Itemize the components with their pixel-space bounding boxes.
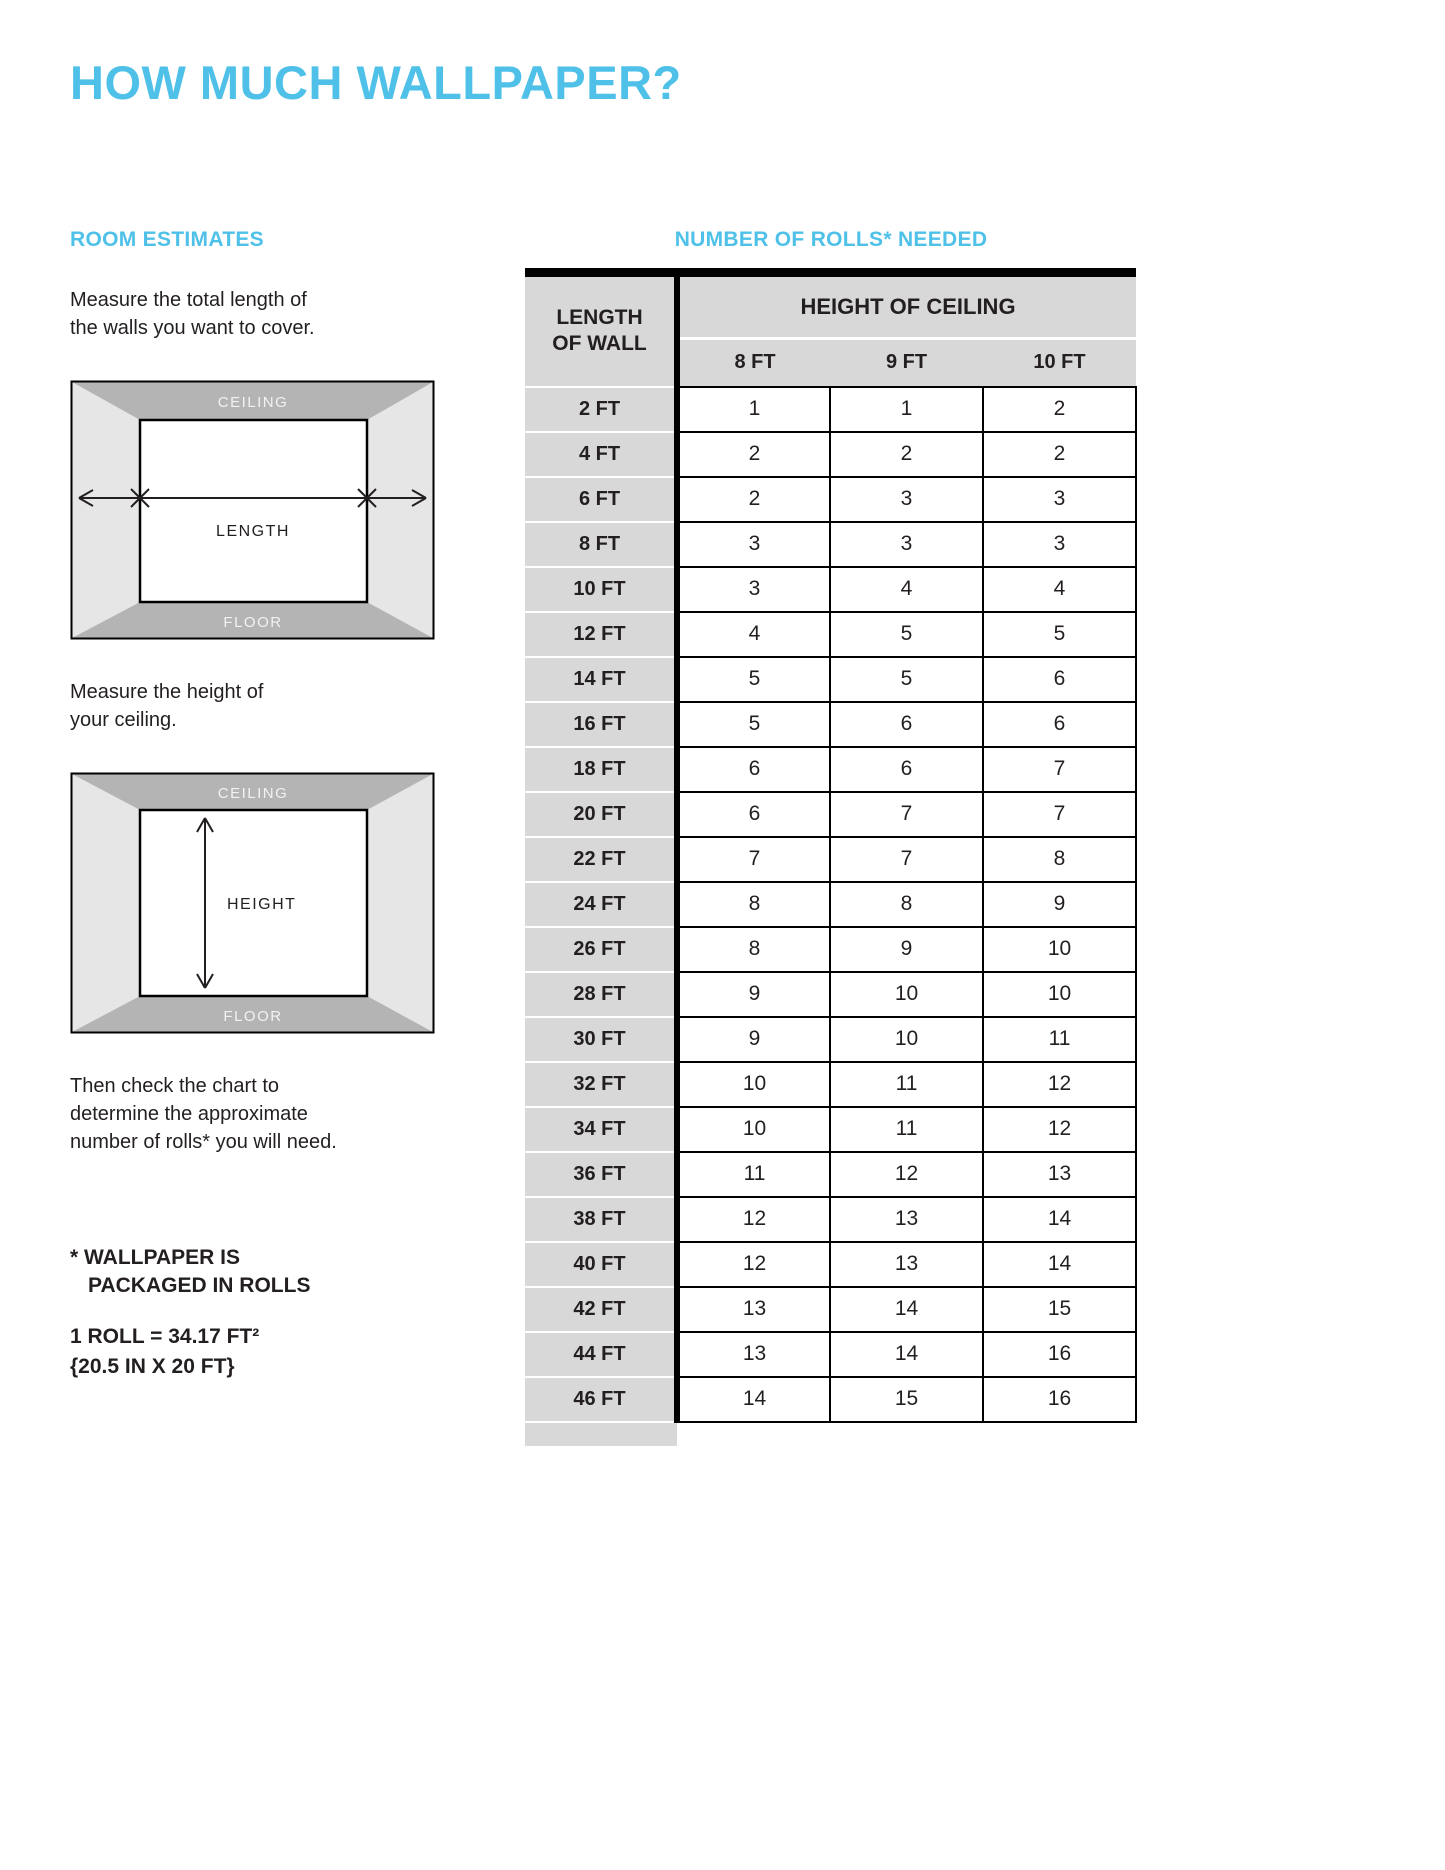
floor-label: FLOOR bbox=[223, 1008, 283, 1025]
rolls-count-cell: 14 bbox=[830, 1332, 983, 1377]
table-row bbox=[525, 567, 1136, 612]
rolls-count-cell: 6 bbox=[830, 747, 983, 792]
table-row bbox=[525, 972, 1136, 1017]
rolls-count-cell: 6 bbox=[677, 792, 830, 837]
rolls-count-cell: 11 bbox=[830, 1062, 983, 1107]
wall-length-cell: 14 FT bbox=[525, 657, 677, 702]
rolls-count-cell: 6 bbox=[983, 657, 1136, 702]
rolls-count-cell: 13 bbox=[677, 1287, 830, 1332]
rolls-count-cell: 5 bbox=[983, 612, 1136, 657]
wall-length-cell: 46 FT bbox=[525, 1377, 677, 1422]
wallpaper-footnote bbox=[70, 1244, 310, 1300]
rolls-count-cell: 5 bbox=[677, 657, 830, 702]
table-row bbox=[525, 432, 1136, 477]
rolls-count-cell: 10 bbox=[677, 1107, 830, 1152]
rolls-count-cell: 8 bbox=[830, 882, 983, 927]
room-estimates-heading: ROOM ESTIMATES bbox=[70, 228, 264, 251]
rolls-count-cell: 6 bbox=[677, 747, 830, 792]
table-row bbox=[525, 927, 1136, 972]
roll-size-info bbox=[70, 1322, 259, 1382]
rolls-count-cell: 2 bbox=[677, 432, 830, 477]
text-line: PACKAGED IN ROLLS bbox=[88, 1274, 311, 1297]
wall-face bbox=[140, 420, 367, 602]
wall-length-cell: 12 FT bbox=[525, 612, 677, 657]
left-wall-shape bbox=[72, 774, 140, 1032]
rolls-count-cell: 9 bbox=[677, 972, 830, 1017]
rolls-needed-heading: NUMBER OF ROLLS* NEEDED bbox=[674, 228, 988, 251]
rolls-count-cell: 3 bbox=[677, 522, 830, 567]
rolls-count-cell: 6 bbox=[830, 702, 983, 747]
right-wall-shape bbox=[367, 382, 433, 638]
right-wall-shape bbox=[367, 774, 433, 1032]
table-row bbox=[525, 882, 1136, 927]
step2-text bbox=[70, 678, 263, 734]
rolls-count-cell: 10 bbox=[983, 927, 1136, 972]
table-row bbox=[525, 477, 1136, 522]
table-row bbox=[525, 747, 1136, 792]
rolls-count-cell: 10 bbox=[677, 1062, 830, 1107]
rolls-table bbox=[525, 268, 1137, 1446]
col-header-10ft: 10 FT bbox=[983, 339, 1136, 387]
ceiling-label: CEILING bbox=[217, 394, 289, 411]
wall-length-cell: 18 FT bbox=[525, 747, 677, 792]
wall-length-cell: 34 FT bbox=[525, 1107, 677, 1152]
text-line: LENGTH bbox=[556, 306, 643, 330]
wall-length-cell: 36 FT bbox=[525, 1152, 677, 1197]
table-row bbox=[525, 1062, 1136, 1107]
length-diagram bbox=[70, 380, 435, 640]
step3-text bbox=[70, 1072, 337, 1156]
col-header-8ft: 8 FT bbox=[677, 339, 830, 387]
table-row bbox=[525, 1377, 1136, 1422]
rolls-count-cell: 11 bbox=[677, 1152, 830, 1197]
wall-length-cell: 42 FT bbox=[525, 1287, 677, 1332]
rolls-count-cell: 13 bbox=[830, 1197, 983, 1242]
text-line: your ceiling. bbox=[70, 709, 177, 731]
wall-length-cell: 40 FT bbox=[525, 1242, 677, 1287]
left-wall-shape bbox=[72, 382, 140, 638]
text-line: Measure the height of bbox=[70, 681, 264, 703]
wall-length-cell: 4 FT bbox=[525, 432, 677, 477]
text-line: Measure the total length of bbox=[70, 289, 307, 311]
rolls-count-cell: 16 bbox=[983, 1332, 1136, 1377]
table-row bbox=[525, 612, 1136, 657]
table-row bbox=[525, 1242, 1136, 1287]
rolls-count-cell: 7 bbox=[983, 747, 1136, 792]
text-line: the walls you want to cover. bbox=[70, 317, 315, 339]
text-line: * WALLPAPER IS bbox=[70, 1246, 240, 1269]
rolls-count-cell: 12 bbox=[830, 1152, 983, 1197]
rolls-count-cell: 12 bbox=[983, 1107, 1136, 1152]
rolls-count-cell: 9 bbox=[983, 882, 1136, 927]
wall-length-cell: 22 FT bbox=[525, 837, 677, 882]
table-tail-row bbox=[525, 1422, 1136, 1446]
rolls-count-cell: 4 bbox=[677, 612, 830, 657]
rolls-count-cell: 10 bbox=[830, 972, 983, 1017]
wall-length-cell: 28 FT bbox=[525, 972, 677, 1017]
rolls-count-cell: 11 bbox=[983, 1017, 1136, 1062]
rolls-count-cell: 6 bbox=[983, 702, 1136, 747]
wall-length-cell: 2 FT bbox=[525, 387, 677, 432]
table-row bbox=[525, 1332, 1136, 1377]
rolls-count-cell: 2 bbox=[983, 387, 1136, 432]
rolls-count-cell: 5 bbox=[830, 657, 983, 702]
rolls-count-cell: 14 bbox=[983, 1197, 1136, 1242]
rolls-count-cell: 3 bbox=[983, 477, 1136, 522]
rolls-count-cell: 3 bbox=[830, 522, 983, 567]
rolls-count-cell: 8 bbox=[677, 927, 830, 972]
rolls-count-cell: 14 bbox=[983, 1242, 1136, 1287]
rolls-count-cell: 8 bbox=[983, 837, 1136, 882]
text-line: 1 ROLL = 34.17 FT² bbox=[70, 1325, 260, 1348]
rolls-count-cell: 15 bbox=[830, 1377, 983, 1422]
rolls-count-cell: 2 bbox=[830, 432, 983, 477]
table-tail-empty bbox=[677, 1422, 1136, 1446]
length-of-wall-header bbox=[525, 273, 677, 387]
rolls-count-cell: 3 bbox=[677, 567, 830, 612]
rolls-count-cell: 9 bbox=[677, 1017, 830, 1062]
table-row bbox=[525, 387, 1136, 432]
rolls-count-cell: 12 bbox=[983, 1062, 1136, 1107]
rolls-count-cell: 1 bbox=[677, 387, 830, 432]
rolls-count-cell: 1 bbox=[830, 387, 983, 432]
table-row bbox=[525, 702, 1136, 747]
rolls-count-cell: 4 bbox=[830, 567, 983, 612]
page-title: HOW MUCH WALLPAPER? bbox=[70, 56, 682, 109]
rolls-count-cell: 4 bbox=[983, 567, 1136, 612]
rolls-count-cell: 2 bbox=[983, 432, 1136, 477]
wall-length-cell: 26 FT bbox=[525, 927, 677, 972]
table-row bbox=[525, 1017, 1136, 1062]
wall-length-cell: 24 FT bbox=[525, 882, 677, 927]
height-label: HEIGHT bbox=[227, 896, 297, 913]
rolls-count-cell: 8 bbox=[677, 882, 830, 927]
wall-length-cell: 20 FT bbox=[525, 792, 677, 837]
text-line: number of rolls* you will need. bbox=[70, 1131, 337, 1153]
wall-length-cell: 16 FT bbox=[525, 702, 677, 747]
rolls-count-cell: 15 bbox=[983, 1287, 1136, 1332]
wall-length-cell: 8 FT bbox=[525, 522, 677, 567]
rolls-count-cell: 13 bbox=[830, 1242, 983, 1287]
length-label: LENGTH bbox=[216, 523, 290, 540]
rolls-table-body bbox=[525, 387, 1136, 1422]
rolls-table-head bbox=[525, 273, 1136, 387]
header-row-1 bbox=[525, 273, 1136, 339]
rolls-table-wrap bbox=[525, 268, 1137, 1446]
ceiling-label: CEILING bbox=[217, 785, 289, 802]
rolls-count-cell: 9 bbox=[830, 927, 983, 972]
wall-length-cell: 44 FT bbox=[525, 1332, 677, 1377]
wall-length-cell: 32 FT bbox=[525, 1062, 677, 1107]
col-header-9ft: 9 FT bbox=[830, 339, 983, 387]
rolls-count-cell: 10 bbox=[983, 972, 1136, 1017]
rolls-count-cell: 7 bbox=[677, 837, 830, 882]
table-row bbox=[525, 1197, 1136, 1242]
table-row bbox=[525, 1107, 1136, 1152]
rolls-count-cell: 16 bbox=[983, 1377, 1136, 1422]
floor-label: FLOOR bbox=[223, 614, 283, 631]
wall-length-cell: 10 FT bbox=[525, 567, 677, 612]
text-line: Then check the chart to bbox=[70, 1075, 280, 1097]
table-row bbox=[525, 1287, 1136, 1332]
rolls-count-cell: 7 bbox=[830, 792, 983, 837]
rolls-count-cell: 13 bbox=[983, 1152, 1136, 1197]
table-row bbox=[525, 1152, 1136, 1197]
wall-length-cell: 30 FT bbox=[525, 1017, 677, 1062]
step1-text bbox=[70, 286, 315, 342]
rolls-count-cell: 7 bbox=[830, 837, 983, 882]
rolls-count-cell: 5 bbox=[830, 612, 983, 657]
rolls-count-cell: 11 bbox=[830, 1107, 983, 1152]
rolls-count-cell: 14 bbox=[830, 1287, 983, 1332]
text-line: determine the approximate bbox=[70, 1103, 308, 1125]
height-of-ceiling-header: HEIGHT OF CEILING bbox=[677, 273, 1136, 339]
table-row bbox=[525, 657, 1136, 702]
text-line: OF WALL bbox=[552, 332, 647, 356]
rolls-count-cell: 13 bbox=[677, 1332, 830, 1377]
rolls-count-cell: 2 bbox=[677, 477, 830, 522]
table-tail-cell bbox=[525, 1422, 677, 1446]
rolls-count-cell: 12 bbox=[677, 1242, 830, 1287]
rolls-table-foot bbox=[525, 1422, 1136, 1446]
text-line: {20.5 IN X 20 FT} bbox=[70, 1355, 235, 1378]
rolls-count-cell: 7 bbox=[983, 792, 1136, 837]
rolls-count-cell: 3 bbox=[830, 477, 983, 522]
table-row bbox=[525, 837, 1136, 882]
rolls-count-cell: 10 bbox=[830, 1017, 983, 1062]
table-row bbox=[525, 792, 1136, 837]
wall-length-cell: 38 FT bbox=[525, 1197, 677, 1242]
wall-length-cell: 6 FT bbox=[525, 477, 677, 522]
height-diagram bbox=[70, 772, 435, 1034]
rolls-count-cell: 3 bbox=[983, 522, 1136, 567]
rolls-count-cell: 12 bbox=[677, 1197, 830, 1242]
table-row bbox=[525, 522, 1136, 567]
rolls-count-cell: 5 bbox=[677, 702, 830, 747]
rolls-count-cell: 14 bbox=[677, 1377, 830, 1422]
